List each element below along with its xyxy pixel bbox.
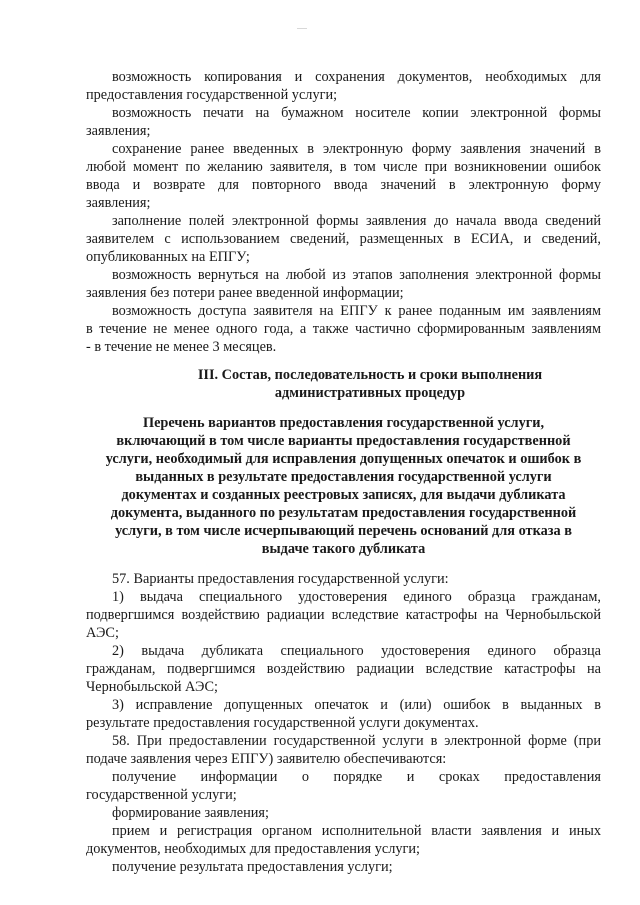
text-line: получение информации о порядке и сроках предоставления (112, 769, 601, 785)
text-line: предоставления государственной услуги; (86, 87, 338, 103)
text-line: получение результата предоставления услуги; (112, 859, 393, 875)
subsection-heading: документах и созданных реестровых записях, для выдачи дубликата (121, 487, 566, 503)
scan-artifact (297, 28, 307, 29)
text-line: - в течение не менее 3 месяцев. (86, 339, 277, 355)
text-line: документов, необходимых для предоставления услуги; (86, 841, 420, 857)
text-line: опубликованных на ЕПГУ; (86, 249, 250, 265)
text-line: Чернобыльской АЭС; (86, 679, 218, 695)
subsection-heading: услуги, в том числе исчерпывающий перечень оснований для отказа в (115, 523, 572, 539)
text-line: АЭС; (86, 625, 119, 641)
subsection-heading: выданных в результате предоставления государственной услуги (135, 469, 552, 485)
text-line: возможность доступа заявителя на ЕПГУ к ранее поданным им заявлениям (112, 303, 601, 319)
text-line: 2) выдача дубликата специального удостоверения единого образца (112, 643, 601, 659)
text-line: заявления без потери ранее введенной информации; (86, 285, 404, 301)
text-line: 57. Варианты предоставления государственной услуги: (112, 571, 449, 587)
text-line: сохранение ранее введенных в электронную форму заявления значений в (112, 141, 601, 157)
subsection-heading: Перечень вариантов предоставления государственной услуги, (142, 415, 545, 431)
text-line: формирование заявления; (112, 805, 269, 821)
text-line: 3) исправление допущенных опечаток и (или) ошибок в выданных в (112, 697, 601, 713)
text-line: в течение не менее одного года, а также частично сформированным заявлениям (86, 321, 601, 337)
text-line: любой момент по желанию заявителя, в том числе при возникновении ошибок (86, 159, 601, 175)
text-line: результате предоставления государственной услуги документах. (86, 715, 479, 731)
text-line: 58. При предоставлении государственной услуги в электронной форме (при (112, 733, 601, 749)
text-line: заявления; (86, 123, 151, 139)
text-line: подаче заявления через ЕПГУ) заявителю обеспечиваются: (86, 751, 447, 767)
text-line: прием и регистрация органом исполнительной власти заявления и иных (112, 823, 601, 839)
text-line: заполнение полей электронной формы заявления до начала ввода сведений (112, 213, 601, 229)
section-heading: административных процедур (274, 385, 466, 401)
text-line: гражданам, подвергшимся воздействию радиации вследствие катастрофы на (86, 661, 601, 677)
text-line: заявления; (86, 195, 151, 211)
section-heading: III. Состав, последовательность и сроки выполнения (197, 367, 543, 383)
text-line: возможность вернуться на любой из этапов заполнения электронной формы (112, 267, 601, 283)
text-line: возможность печати на бумажном носителе копии электронной формы (112, 105, 601, 121)
text-line: 1) выдача специального удостоверения единого образца гражданам, (112, 589, 601, 605)
subsection-heading: услуги, необходимый для исправления допущенных опечаток и ошибок в (105, 451, 582, 467)
subsection-heading: выдаче такого дубликата (261, 541, 426, 557)
text-line: ввода и возврате для повторного ввода значений в электронную форму (86, 177, 601, 193)
subsection-heading: включающий в том числе варианты предоставления государственной (116, 433, 571, 449)
subsection-heading: документа, выданного по результатам предоставления государственной (110, 505, 577, 521)
text-line: возможность копирования и сохранения документов, необходимых для (112, 69, 601, 85)
text-line: государственной услуги; (86, 787, 237, 803)
text-line: заявителем с использованием сведений, размещенных в ЕСИА, и сведений, (86, 231, 601, 247)
text-line: подвергшимся воздействию радиации вследствие катастрофы на Чернобыльской (86, 607, 601, 623)
